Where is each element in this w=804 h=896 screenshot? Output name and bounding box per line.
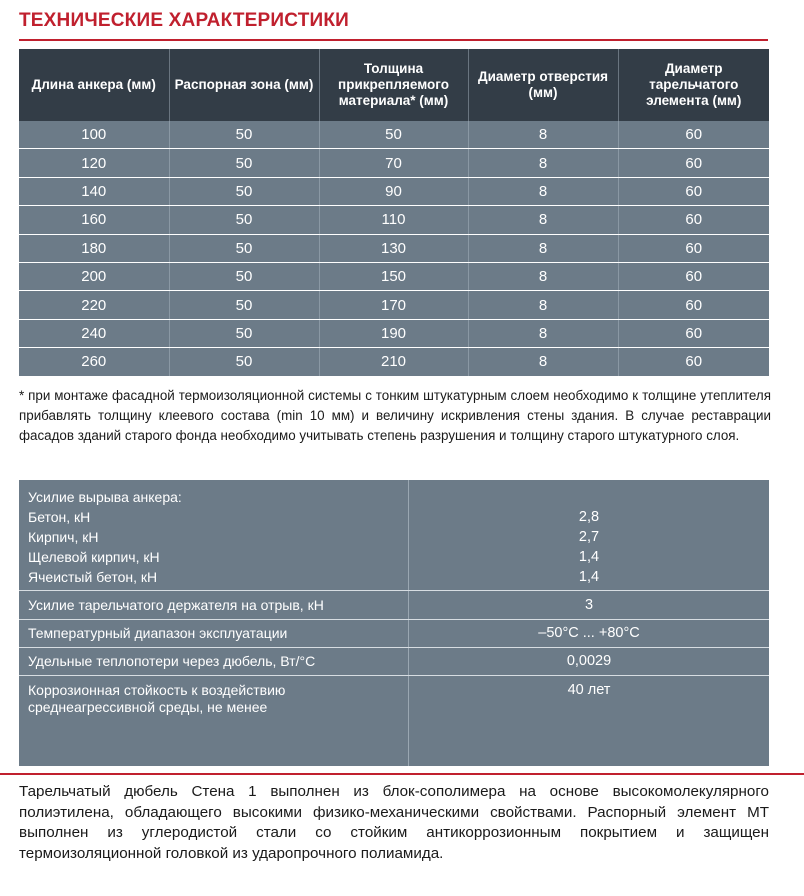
table-cell: 60 <box>618 291 769 319</box>
table-cell: 240 <box>19 319 169 347</box>
table-row <box>19 348 769 376</box>
table-row <box>19 177 769 205</box>
table-cell: 8 <box>468 121 618 149</box>
product-description: Тарельчатый дюбель Стена 1 выполнен из блок-сополимера на основе высокомолекулярного полиэтилена, обладающего высокими физико-механическими свойствами. Распорный элемент МТ выполнен из углеродистой стали со стойким антикоррозионным покрытием и защищен термоизоляционной головкой из ударопрочного полиамида. <box>19 783 769 862</box>
header-material-thickness: Толщина прикрепляемого материала* (мм) <box>319 49 468 121</box>
section-title: ТЕХНИЧЕСКИЕ ХАРАКТЕРИСТИКИ <box>19 10 350 31</box>
table-row <box>19 121 769 149</box>
table-header-row <box>19 49 769 121</box>
table-cell: 220 <box>19 291 169 319</box>
property-value: 3 <box>584 597 594 613</box>
property-label: Удельные теплопотери через дюбель, Вт/°С <box>28 653 316 669</box>
table-row <box>19 206 769 234</box>
property-value: 2,8 <box>578 509 600 525</box>
table-cell: 8 <box>468 206 618 234</box>
table-cell: 210 <box>319 348 468 376</box>
property-value: 0,0029 <box>566 653 612 669</box>
table-cell: 8 <box>468 177 618 205</box>
row-divider <box>19 619 769 620</box>
table-cell: 8 <box>468 291 618 319</box>
table-cell: 150 <box>319 262 468 290</box>
table-cell: 60 <box>618 234 769 262</box>
footnote: * при монтаже фасадной термоизоляционной системы с тонким штукатурным слоем необходимо к толщине утеплителя прибавлять толщину клеевого состава (min 10 мм) и величину искривления стены здания. В случае реставрации фасадов зданий старого фонда необходимо учитывать степень разрушения и толщину старого штукатурного слоя. <box>19 388 771 443</box>
table-cell: 50 <box>169 319 319 347</box>
header-hole-diameter: Диаметр отверстия (мм) <box>468 49 618 121</box>
table-row <box>19 262 769 290</box>
table-row <box>19 234 769 262</box>
property-value: –50°С ... +80°С <box>538 625 640 641</box>
header-expansion-zone: Распорная зона (мм) <box>169 49 319 121</box>
property-label: Коррозионная стойкость к воздействию среднеагрессивной среды, не менее <box>28 682 286 715</box>
table-row <box>19 149 769 177</box>
properties-panel <box>19 480 769 766</box>
table-row <box>19 291 769 319</box>
table-cell: 50 <box>169 348 319 376</box>
table-cell: 8 <box>468 319 618 347</box>
table-cell: 90 <box>319 177 468 205</box>
table-cell: 100 <box>19 121 169 149</box>
table-cell: 8 <box>468 262 618 290</box>
table-cell: 50 <box>319 121 468 149</box>
property-label: Ячеистый бетон, кН <box>28 569 158 585</box>
property-value: 1,4 <box>578 569 600 585</box>
table-cell: 160 <box>19 206 169 234</box>
property-label: Усилие тарельчатого держателя на отрыв, кН <box>28 597 324 613</box>
property-label: Кирпич, кН <box>28 529 99 545</box>
table-cell: 200 <box>19 262 169 290</box>
table-cell: 8 <box>468 348 618 376</box>
table-cell: 60 <box>618 177 769 205</box>
table-cell: 50 <box>169 177 319 205</box>
table-cell: 190 <box>319 319 468 347</box>
table-cell: 110 <box>319 206 468 234</box>
table-cell: 50 <box>169 291 319 319</box>
property-label: Щелевой кирпич, кН <box>28 549 160 565</box>
table-cell: 60 <box>618 206 769 234</box>
table-cell: 50 <box>169 121 319 149</box>
table-cell: 260 <box>19 348 169 376</box>
property-label: Температурный диапазон эксплуатации <box>28 625 288 641</box>
property-value: 40 лет <box>567 682 611 698</box>
table-cell: 120 <box>19 149 169 177</box>
specs-table <box>19 49 769 376</box>
header-plate-diameter: Диаметр тарельчатого элемента (мм) <box>618 49 769 121</box>
table-cell: 170 <box>319 291 468 319</box>
table-cell: 60 <box>618 262 769 290</box>
table-cell: 8 <box>468 234 618 262</box>
table-cell: 50 <box>169 262 319 290</box>
property-value: 1,4 <box>578 549 600 565</box>
table-row <box>19 319 769 347</box>
table-cell: 60 <box>618 348 769 376</box>
property-value: 2,7 <box>578 529 600 545</box>
table-cell: 140 <box>19 177 169 205</box>
pullout-heading: Усилие вырыва анкера: <box>28 489 182 505</box>
table-cell: 60 <box>618 319 769 347</box>
row-divider <box>19 590 769 591</box>
header-anchor-length: Длина анкера (мм) <box>19 49 169 121</box>
table-cell: 60 <box>618 149 769 177</box>
table-cell: 50 <box>169 149 319 177</box>
title-divider <box>19 39 768 41</box>
row-divider <box>19 675 769 676</box>
property-label: Бетон, кН <box>28 509 91 525</box>
row-divider <box>19 647 769 648</box>
description-divider <box>0 773 804 775</box>
table-cell: 180 <box>19 234 169 262</box>
table-cell: 60 <box>618 121 769 149</box>
table-cell: 50 <box>169 234 319 262</box>
table-cell: 130 <box>319 234 468 262</box>
table-cell: 70 <box>319 149 468 177</box>
table-cell: 50 <box>169 206 319 234</box>
table-cell: 8 <box>468 149 618 177</box>
